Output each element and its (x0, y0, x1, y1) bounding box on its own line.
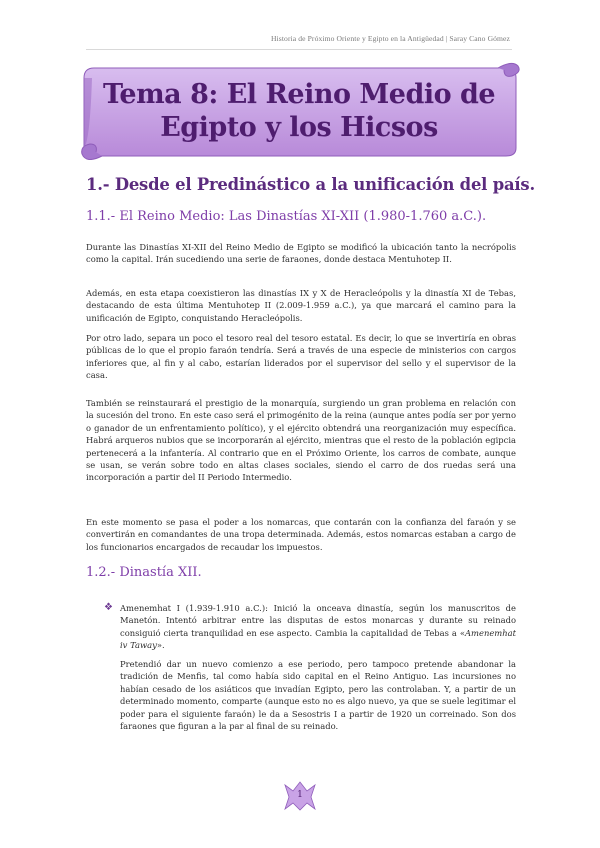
document-title: Tema 8: El Reino Medio de Egipto y los Hicsos (102, 79, 496, 143)
paragraph: Por otro lado, separa un poco el tesoro real del tesoro estatal. Es decir, lo que se invertiría en obras públicas de lo que el propio faraón tendría. Será a través de una especie de ministerios con cargos inferiores que, al fin y al cabo, estarían liderados por el supervisor del sello y el supervisor de la casa. (86, 333, 516, 381)
title-scroll-banner (80, 60, 520, 160)
page-number: 1 (297, 790, 303, 800)
subsection-heading-1-1: 1.1.- El Reino Medio: Las Dinastías XI-XII (1.980-1.760 a.C.). (86, 209, 487, 224)
italic-capital-name: Amenemhat iv Taway (120, 627, 516, 651)
paragraph: Además, en esta etapa coexistieron las dinastías IX y X de Heracleópolis y la dinastía XI de Tebas, destacando de esta última Mentuhotep II (2.009-1.959 a.C.), ya que marcará el camino para la unificación de Egipto, conquistando Heracleópolis. (86, 288, 516, 323)
paragraph: También se reinstaurará el prestigio de la monarquía, surgiendo un gran problema en relación con la sucesión del trono. En este caso será el primogénito de la reina (aunque antes podía ser por yerno o ganador de un enfrentamiento político), y el ejército obtendrá una reorganización muy específica. Habrá arqueros nubios que se incorporarán al ejército, mientras que el resto de la población egipcia pertenecerá a la infantería. Al contrario que en el Próximo Oriente, los carros de combate, aunque se usan, se verán sobre todo en altas clases sociales, siendo el carro de dos ruedas será una incorporación a partir del II Periodo Intermedio. (86, 398, 516, 483)
bullet-paragraph-continued: Pretendió dar un nuevo comienzo a ese periodo, pero tampoco pretende abandonar la tradición de Menfis, tal como había sido capital en el Reino Antiguo. Las incursiones no habían cesado de los asiáticos que invadían Egipto, pero las controlaban. Y, a partir de un determinado momento, comparte (aunque esto no es algo nuevo, ya que se suele legitimar el poder para el siguiente faraón) le da a Sesostris I a partir de 1920 un correinado. Son dos faraones que figuran a la par al final de su reinado. (120, 659, 516, 732)
header-divider (86, 49, 512, 50)
diamond-bullet-icon: ❖ (104, 602, 113, 613)
subsection-heading-1-2: 1.2.- Dinastía XII. (86, 565, 202, 580)
paragraph: En este momento se pasa el poder a los nomarcas, que contarán con la confianza del faraón y se convertirán en comandantes de una tropa determinada. Además, estos nomarcas estaban a cargo de los funcionarios encargados de recaudar los impuestos. (86, 517, 516, 552)
page-number-badge (283, 781, 317, 811)
running-header: Historia de Próximo Oriente y Egipto en la Antigüedad | Saray Cano Gómez (270, 34, 510, 43)
section-heading-1: 1.- Desde el Predinástico a la unificación del país. (86, 175, 535, 194)
paragraph: Durante las Dinastías XI-XII del Reino Medio de Egipto se modificó la ubicación tanto la necrópolis como la capital. Irán sucediendo una serie de faraones, donde destaca Mentuhotep II. (86, 242, 516, 265)
bullet-paragraph: Amenemhat I (1.939-1.910 a.C.): Inició la onceava dinastía, según los manuscritos de Manetón. Intentó arbitrar entre las disputas de estos monarcas y durante su reinado consiguió cierta tranquilidad en ese aspecto. Cambia la capitalidad de Tebas a «Amenemhat iv Taway». (120, 603, 516, 651)
